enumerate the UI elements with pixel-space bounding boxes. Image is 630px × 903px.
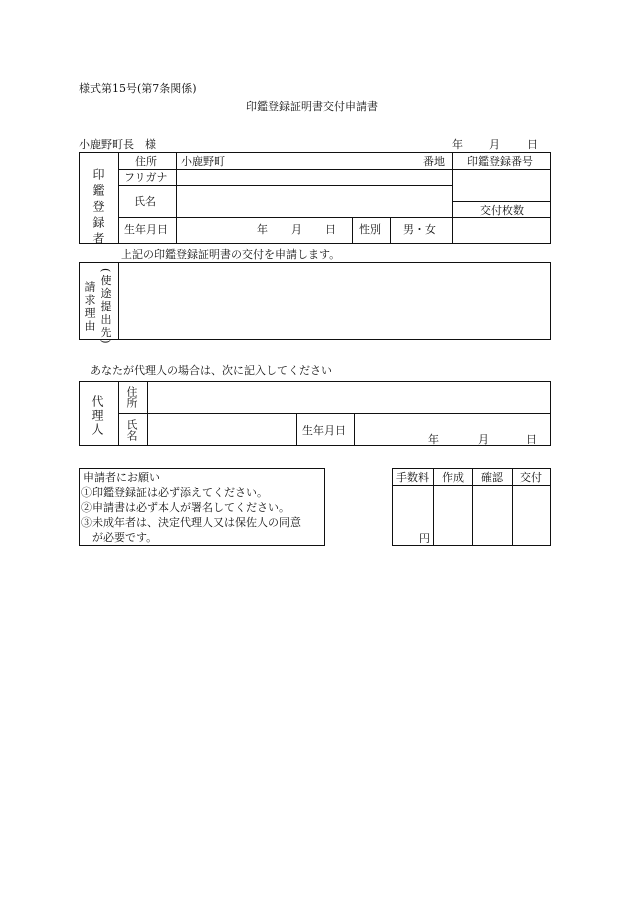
agent-birth-day: 日: [526, 433, 537, 446]
confirm-label: 確認: [481, 471, 503, 484]
request-statement: 上記の印鑑登録証明書の交付を申請します。: [121, 248, 341, 261]
yen-label: 円: [419, 532, 430, 545]
registrant-group-label: 印鑑登録者: [91, 168, 105, 248]
copies-label: 交付枚数: [480, 204, 524, 217]
reason-sub-label: (使途提出先): [99, 268, 112, 346]
birth-label: 生年月日: [124, 223, 168, 236]
note-item-3: ③未成年者は、決定代理人又は保佐人の同意: [81, 516, 301, 529]
address-value: 小鹿野町: [181, 155, 225, 168]
date-day-label: 日: [527, 138, 538, 151]
fee-label: 手数料: [396, 471, 429, 484]
birth-day-label: 日: [325, 223, 336, 236]
notes-title: 申請者にお願い: [83, 471, 160, 484]
agent-intro: あなたが代理人の場合は、次に記入してください: [90, 364, 332, 377]
sex-label: 性別: [359, 223, 381, 236]
date-year-label: 年: [452, 138, 463, 151]
agent-group-label: 代理人: [90, 395, 104, 437]
agent-birth-year: 年: [428, 433, 439, 446]
reg-number-label: 印鑑登録番号: [467, 155, 533, 168]
note-item-2: ②申請書は必ず本人が署名してください。: [81, 501, 290, 514]
birth-year-label: 年: [257, 223, 268, 236]
furigana-label: フリガナ: [124, 171, 168, 184]
form-number: 様式第15号(第7条関係): [79, 82, 197, 95]
birth-month-label: 月: [291, 223, 302, 236]
agent-name-label: 氏名: [125, 419, 138, 441]
note-item-4: が必要です。: [81, 531, 158, 544]
name-label: 氏名: [134, 195, 156, 208]
address-label: 住所: [135, 155, 157, 168]
reason-label: 請求理由: [83, 281, 96, 333]
note-item-1: ①印鑑登録証は必ず添えてください。: [81, 486, 268, 499]
sex-options: 男・女: [403, 223, 436, 236]
agent-birth-month: 月: [478, 433, 489, 446]
deliver-label: 交付: [520, 471, 542, 484]
agent-birth-label: 生年月日: [302, 424, 346, 437]
addressee: 小鹿野町長 様: [79, 138, 156, 151]
form-title: 印鑑登録証明書交付申請書: [246, 100, 378, 113]
banchi-label: 番地: [423, 155, 445, 168]
agent-address-label: 住所: [125, 386, 138, 408]
create-label: 作成: [442, 471, 464, 484]
date-month-label: 月: [489, 138, 500, 151]
reason-box: [79, 262, 551, 340]
